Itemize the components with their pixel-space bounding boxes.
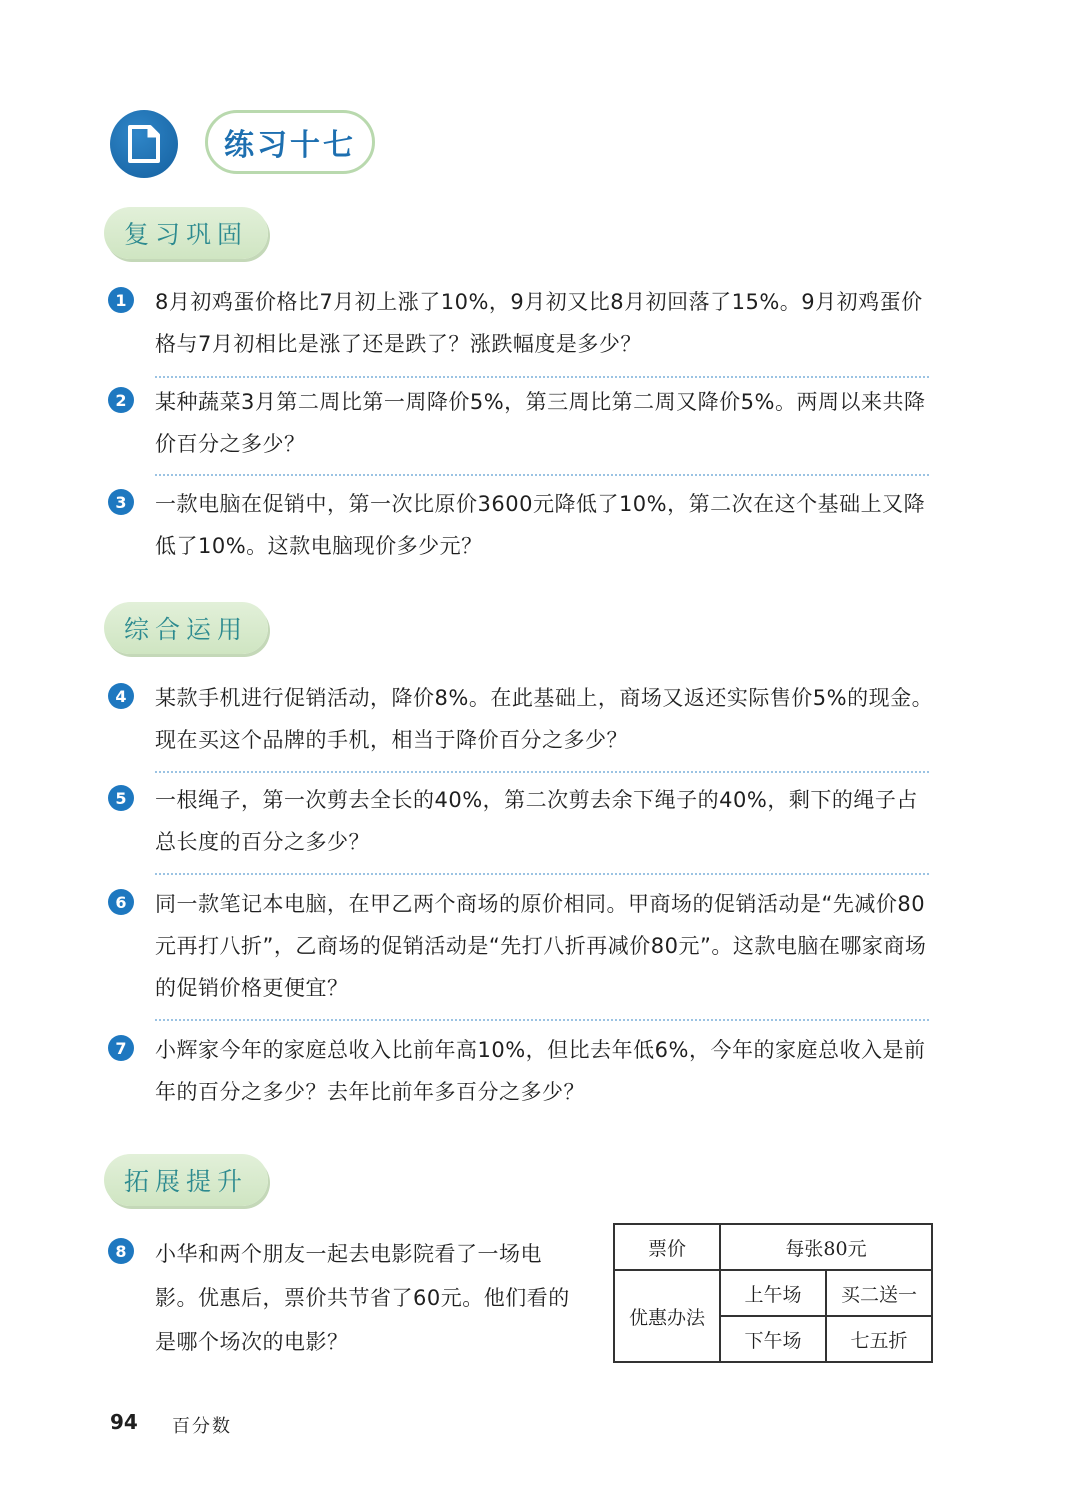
problem-number: 7 xyxy=(108,1035,134,1061)
problem-number: 5 xyxy=(108,785,134,811)
table-morning: 上午场 xyxy=(720,1270,826,1316)
divider xyxy=(155,376,929,378)
problem-5 xyxy=(108,779,938,863)
table-morning-deal: 买二送一 xyxy=(826,1270,932,1316)
problem-text: 一根绳子，第一次剪去全长的40%，第二次剪去余下绳子的40%，剩下的绳子占总长度的百分之多少？ xyxy=(155,788,918,854)
divider xyxy=(155,873,929,875)
problem-text: 8月初鸡蛋价格比7月初上涨了10%，9月初又比8月初回落了15%。9月初鸡蛋价格与7月初相比是涨了还是跌了？涨跌幅度是多少？ xyxy=(155,290,923,356)
problem-3 xyxy=(108,483,938,567)
problem-number: 1 xyxy=(108,287,134,313)
problem-number: 8 xyxy=(108,1238,134,1264)
divider xyxy=(155,474,929,476)
table-discount-label: 优惠办法 xyxy=(614,1270,720,1362)
divider xyxy=(155,1019,929,1021)
problem-number: 3 xyxy=(108,489,134,515)
section-review: 复习巩固 xyxy=(104,207,268,259)
table-afternoon-deal: 七五折 xyxy=(826,1316,932,1362)
section-extend: 拓展提升 xyxy=(104,1154,268,1206)
problem-text: 小辉家今年的家庭总收入比前年高10%，但比去年低6%，今年的家庭总收入是前年的百分之多少？去年比前年多百分之多少？ xyxy=(155,1038,926,1104)
problem-1 xyxy=(108,281,938,365)
problem-text: 同一款笔记本电脑，在甲乙两个商场的原价相同。甲商场的促销活动是“先减价80元再打八折”，乙商场的促销活动是“先打八折再减价80元”。这款电脑在哪家商场的促销价格更便宜？ xyxy=(155,892,927,1000)
problem-number: 6 xyxy=(108,889,134,915)
problem-7 xyxy=(108,1029,938,1113)
problem-number: 2 xyxy=(108,387,134,413)
page-number: 94 xyxy=(110,1410,138,1434)
table-afternoon: 下午场 xyxy=(720,1316,826,1362)
table-price-value: 每张80元 xyxy=(720,1224,932,1270)
document-icon-glyph xyxy=(128,125,160,163)
problem-8 xyxy=(108,1232,583,1364)
table-price-label: 票价 xyxy=(614,1224,720,1270)
problem-text: 某款手机进行促销活动，降价8%。在此基础上，商场又返还实际售价5%的现金。现在买这个品牌的手机，相当于降价百分之多少？ xyxy=(155,686,934,752)
ticket-price-table xyxy=(613,1223,933,1363)
section-apply: 综合运用 xyxy=(104,602,268,654)
problem-4 xyxy=(108,677,938,761)
problem-text: 某种蔬菜3月第二周比第一周降价5%，第三周比第二周又降价5%。两周以来共降价百分之多少？ xyxy=(155,390,926,456)
document-icon xyxy=(110,110,178,178)
problem-text: 一款电脑在促销中，第一次比原价3600元降低了10%，第二次在这个基础上又降低了10%。这款电脑现价多少元？ xyxy=(155,492,926,558)
problem-number: 4 xyxy=(108,683,134,709)
divider xyxy=(155,771,929,773)
problem-2 xyxy=(108,381,938,465)
exercise-title: 练习十七 xyxy=(205,110,375,174)
chapter-title: 百分数 xyxy=(172,1416,232,1437)
problem-6 xyxy=(108,883,938,1009)
problem-text: 小华和两个朋友一起去电影院看了一场电影。优惠后，票价共节省了60元。他们看的是哪个场次的电影？ xyxy=(155,1242,570,1354)
